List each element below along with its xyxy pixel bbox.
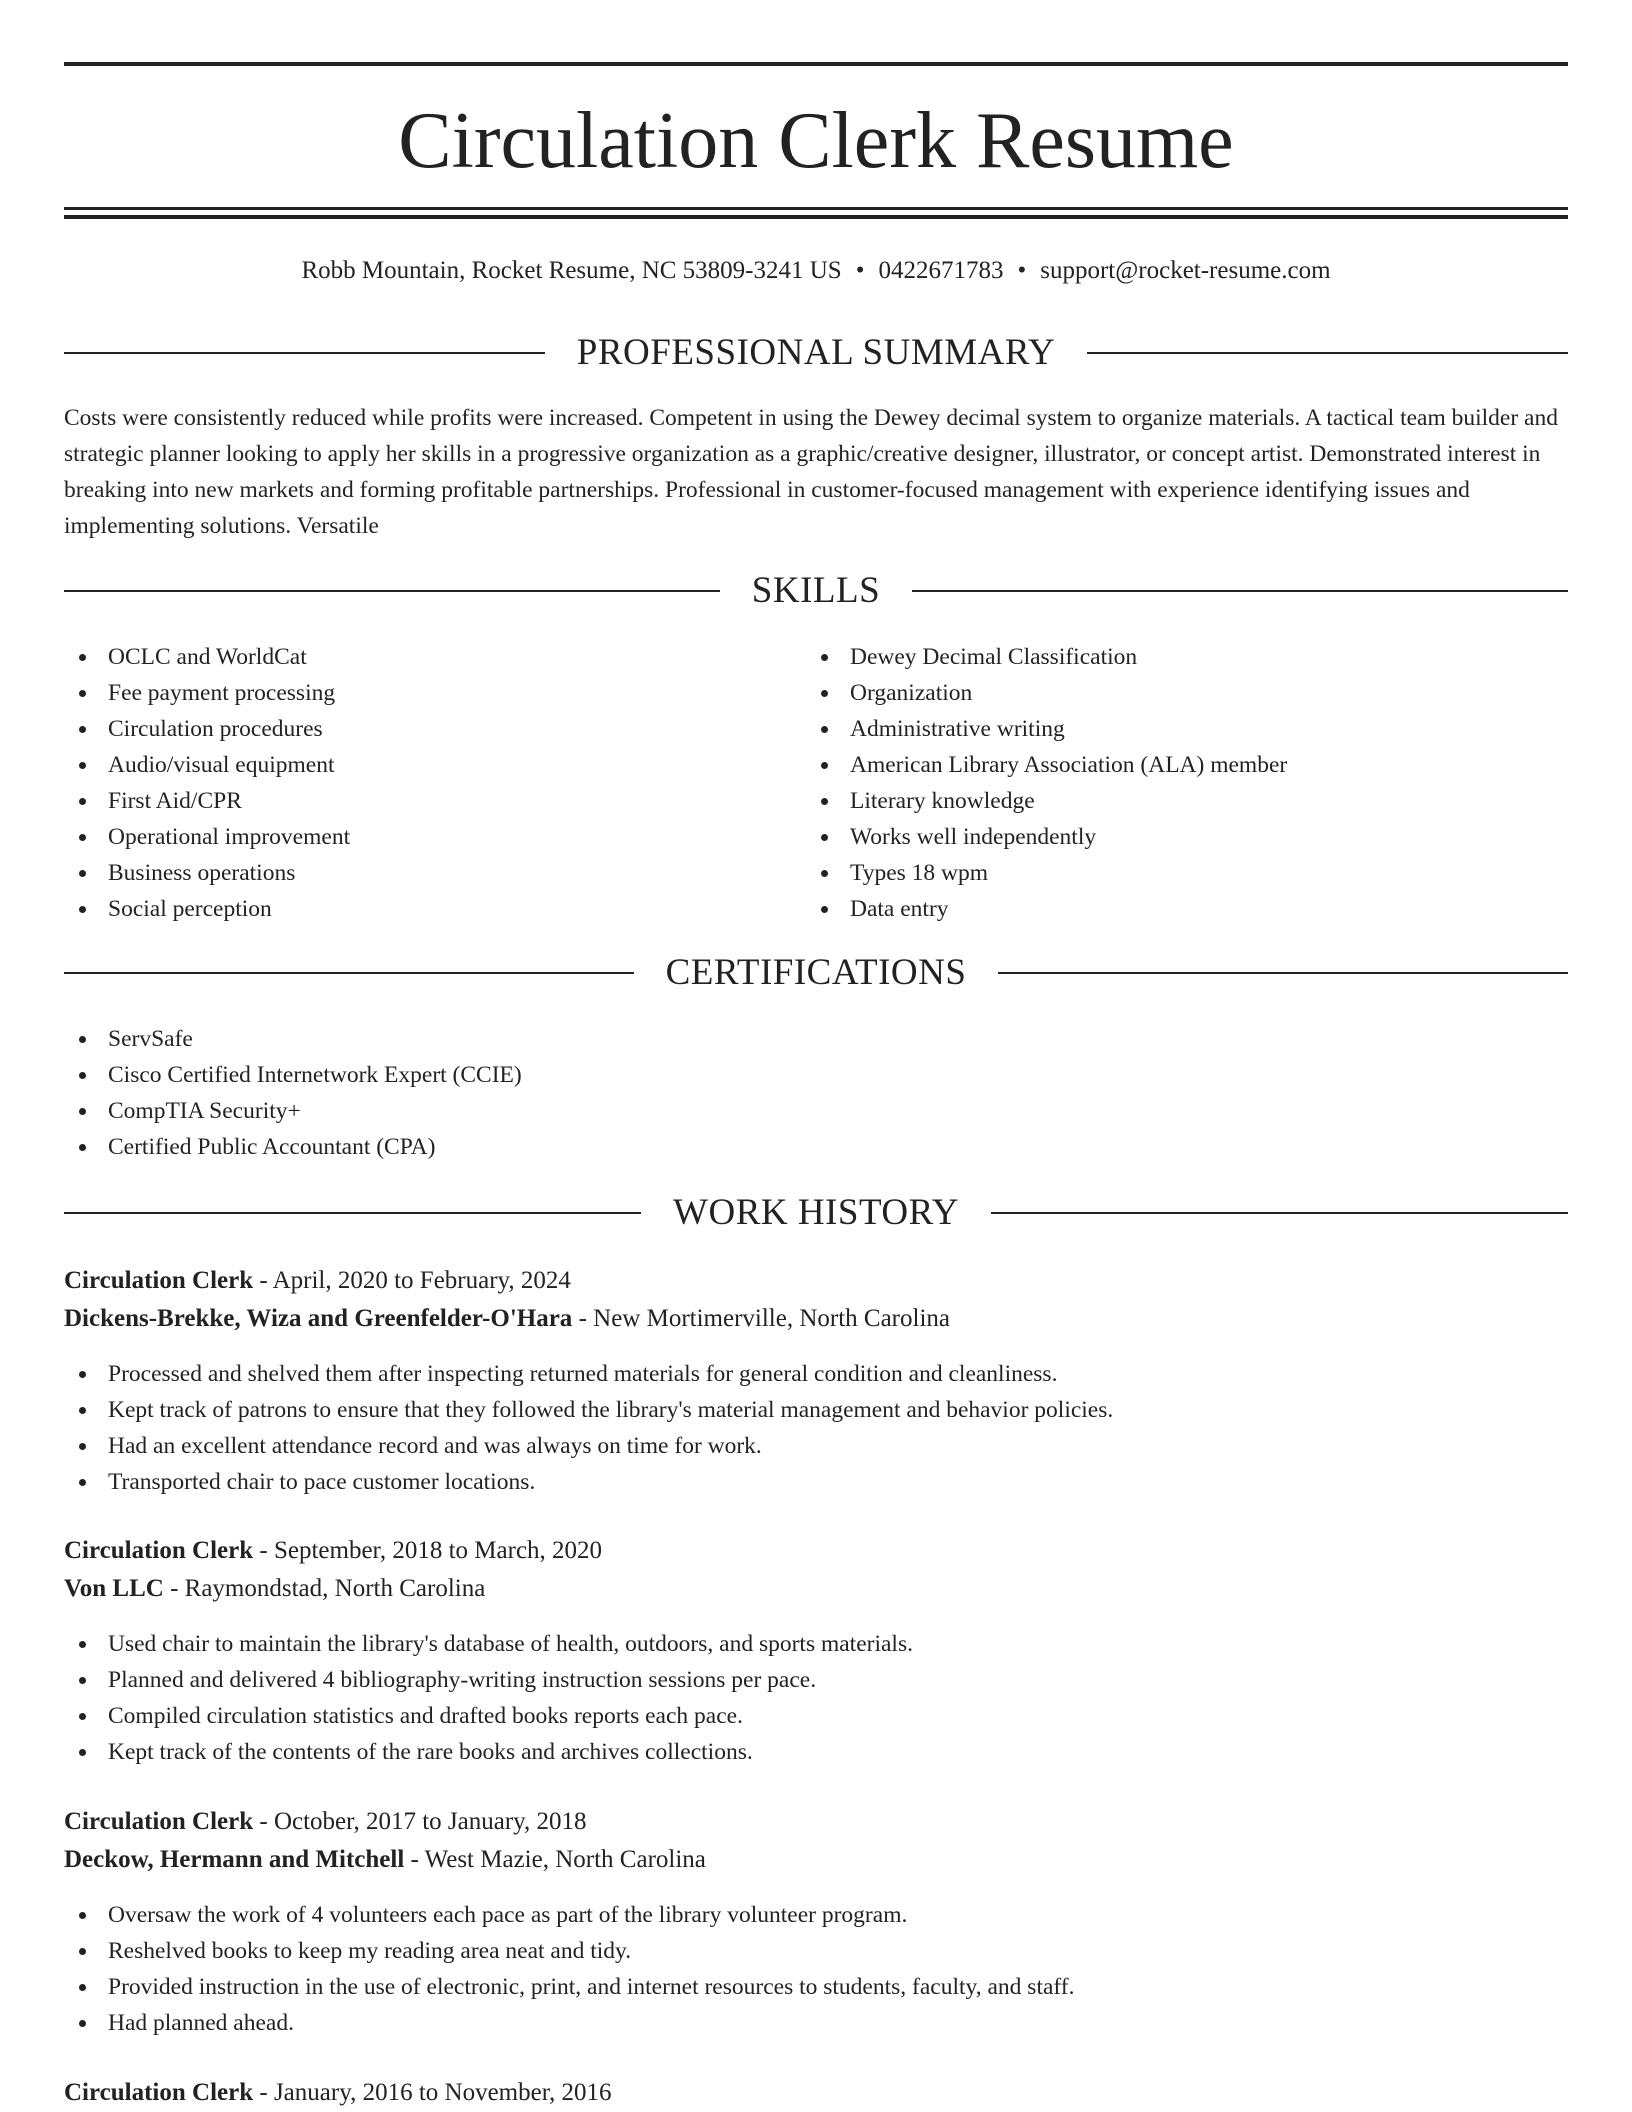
skill-item: American Library Association (ALA) member xyxy=(806,747,1568,783)
skill-item: OCLC and WorldCat xyxy=(64,639,804,675)
heading-rule xyxy=(1087,352,1568,354)
section-heading-summary xyxy=(64,331,1568,375)
job-company: Deckow, Hermann and Mitchell xyxy=(64,1846,405,1873)
title-rule-upper xyxy=(64,207,1568,210)
contact-separator: • xyxy=(1017,257,1027,284)
job-duty: Had planned ahead. xyxy=(64,2005,1568,2041)
skills-list-left xyxy=(64,639,804,927)
skills-list-right xyxy=(806,639,1568,927)
job-duties-list xyxy=(64,1897,1568,2041)
job-role-line xyxy=(64,1803,1568,1841)
title-rule-lower xyxy=(64,215,1568,219)
job-role-line xyxy=(64,1262,1568,1300)
skill-item: Audio/visual equipment xyxy=(64,747,804,783)
section-title: PROFESSIONAL SUMMARY xyxy=(576,332,1056,373)
skill-item: Types 18 wpm xyxy=(806,855,1568,891)
skill-item: Data entry xyxy=(806,891,1568,927)
contact-separator: • xyxy=(855,257,865,284)
skill-item: Social perception xyxy=(64,891,804,927)
job-duty: Transported chair to pace customer locations. xyxy=(64,1464,1568,1500)
certification-item: Certified Public Accountant (CPA) xyxy=(64,1129,1568,1165)
heading-rule xyxy=(64,352,545,354)
section-title: CERTIFICATIONS xyxy=(665,952,967,993)
job-entry xyxy=(64,1532,1568,1770)
job-company-line xyxy=(64,1570,1568,1608)
job-duty: Provided instruction in the use of electronic, print, and internet resources to students, faculty, and staff. xyxy=(64,1969,1568,2005)
heading-rule xyxy=(912,590,1568,592)
heading-rule xyxy=(64,590,720,592)
skill-item: Works well independently xyxy=(806,819,1568,855)
summary-text: Costs were consistently reduced while profits were increased. Competent in using the Dewey decimal system to organize materials. A tactical team builder and strategic planner looking to apply her skills in a progressive organization as a graphic/creative designer, illustrator, or concept artist. Demonstrated interest in breaking into new markets and forming profitable partnerships. Professional in customer-focused management with experience identifying issues and implementing solutions. Versatile xyxy=(64,405,1558,539)
contact-email: support@rocket-resume.com xyxy=(1040,257,1331,284)
section-heading-skills xyxy=(64,569,1568,613)
contact-address: Robb Mountain, Rocket Resume, NC 53809-3241 US xyxy=(301,257,842,284)
skill-item: Dewey Decimal Classification xyxy=(806,639,1568,675)
job-duty: Reshelved books to keep my reading area neat and tidy. xyxy=(64,1933,1568,1969)
job-dates: - January, 2016 to November, 2016 xyxy=(253,2079,612,2106)
skill-item: Circulation procedures xyxy=(64,711,804,747)
job-entry xyxy=(64,1262,1568,1500)
job-duty: Processed and shelved them after inspecting returned materials for general condition and cleanliness. xyxy=(64,1356,1568,1392)
heading-rule xyxy=(998,972,1568,974)
skill-item: First Aid/CPR xyxy=(64,783,804,819)
heading-rule xyxy=(991,1212,1568,1214)
certifications-list xyxy=(64,1021,1568,1165)
contact-line xyxy=(64,254,1568,288)
skill-item: Organization xyxy=(806,675,1568,711)
contact-phone: 0422671783 xyxy=(878,257,1004,284)
job-duty: Planned and delivered 4 bibliography-writing instruction sessions per pace. xyxy=(64,1662,1568,1698)
heading-rule xyxy=(64,972,634,974)
heading-rule xyxy=(64,1212,641,1214)
job-location: - West Mazie, North Carolina xyxy=(404,1846,706,1873)
skill-item: Administrative writing xyxy=(806,711,1568,747)
job-location: - Raymondstad, North Carolina xyxy=(163,1575,486,1602)
job-duty: Compiled circulation statistics and drafted books reports each pace. xyxy=(64,1698,1568,1734)
job-duty: Had an excellent attendance record and was always on time for work. xyxy=(64,1428,1568,1464)
section-heading-work-history xyxy=(64,1191,1568,1235)
skill-item: Fee payment processing xyxy=(64,675,804,711)
job-duty: Oversaw the work of 4 volunteers each pace as part of the library volunteer program. xyxy=(64,1897,1568,1933)
job-title: Circulation Clerk xyxy=(64,1537,254,1564)
job-title: Circulation Clerk xyxy=(64,1267,254,1294)
job-entry xyxy=(64,1803,1568,2041)
job-duties-list xyxy=(64,1356,1568,1500)
skill-item: Operational improvement xyxy=(64,819,804,855)
resume-title: Circulation Clerk Resume xyxy=(398,97,1234,185)
job-entry xyxy=(64,2074,1568,2112)
job-duty: Used chair to maintain the library's database of health, outdoors, and sports materials. xyxy=(64,1626,1568,1662)
skill-item: Business operations xyxy=(64,855,804,891)
job-duty: Kept track of patrons to ensure that they followed the library's material management and behavior policies. xyxy=(64,1392,1568,1428)
job-role-line xyxy=(64,2074,1568,2112)
certification-item: Cisco Certified Internetwork Expert (CCIE) xyxy=(64,1057,1568,1093)
job-duty: Kept track of the contents of the rare books and archives collections. xyxy=(64,1734,1568,1770)
section-title: SKILLS xyxy=(751,570,881,611)
certification-item: ServSafe xyxy=(64,1021,1568,1057)
section-title: WORK HISTORY xyxy=(673,1192,959,1233)
job-company-line xyxy=(64,1300,1568,1338)
job-role-line xyxy=(64,1532,1568,1570)
top-rule xyxy=(64,62,1568,66)
job-title: Circulation Clerk xyxy=(64,2079,254,2106)
job-dates: - September, 2018 to March, 2020 xyxy=(253,1537,603,1564)
section-heading-certifications xyxy=(64,951,1568,995)
job-company-line xyxy=(64,1841,1568,1879)
job-location: - New Mortimerville, North Carolina xyxy=(572,1305,950,1332)
job-dates: - October, 2017 to January, 2018 xyxy=(253,1808,587,1835)
job-company: Dickens-Brekke, Wiza and Greenfelder-O'Hara xyxy=(64,1305,573,1332)
skill-item: Literary knowledge xyxy=(806,783,1568,819)
job-company: Von LLC xyxy=(64,1575,164,1602)
job-dates: - April, 2020 to February, 2024 xyxy=(253,1267,571,1294)
certification-item: CompTIA Security+ xyxy=(64,1093,1568,1129)
job-title: Circulation Clerk xyxy=(64,1808,254,1835)
job-duties-list xyxy=(64,1626,1568,1770)
